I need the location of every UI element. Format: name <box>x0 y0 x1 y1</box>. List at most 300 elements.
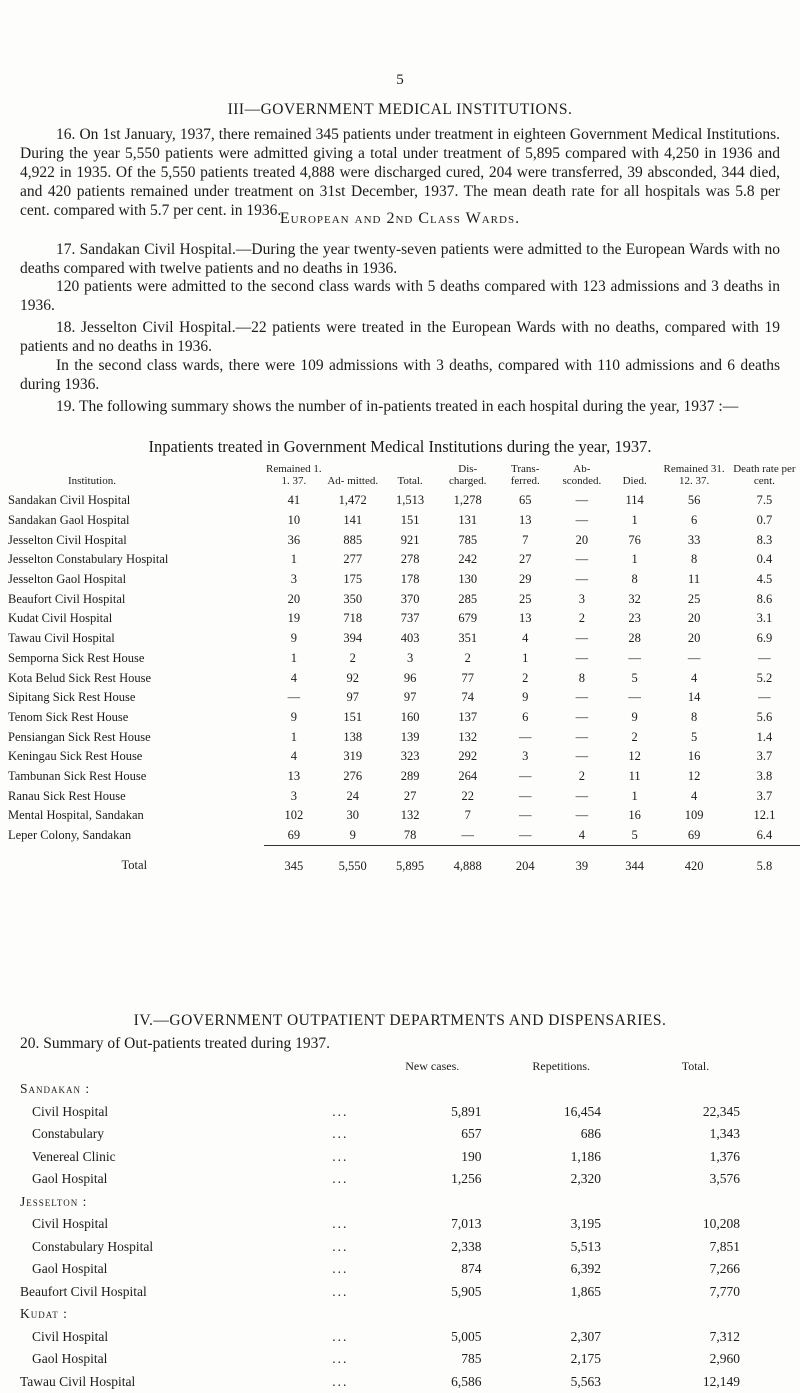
table-cell: — <box>554 688 610 708</box>
table-cell: 278 <box>381 550 438 570</box>
table-cell: 264 <box>439 767 497 787</box>
table-cell: 1,376 <box>631 1146 760 1169</box>
institution-name: Kota Belud Sick Rest House <box>8 668 264 688</box>
table-cell: 6,586 <box>373 1371 491 1393</box>
inpatient-table <box>8 463 800 876</box>
table-cell: 2 <box>610 727 659 747</box>
table-cell: 242 <box>439 550 497 570</box>
inpatient-row <box>8 826 800 846</box>
outpatient-row <box>20 1348 760 1371</box>
table-cell: 1,186 <box>491 1146 631 1169</box>
inpatient-row <box>8 806 800 826</box>
table-cell: — <box>554 550 610 570</box>
outpatient-institution: Civil Hospital <box>20 1213 308 1236</box>
outpatient-institution: Gaol Hospital <box>20 1168 308 1191</box>
table-cell: — <box>659 649 728 669</box>
table-cell: 11 <box>610 767 659 787</box>
leader-dots: ... <box>308 1101 374 1124</box>
table-cell: 33 <box>659 530 728 550</box>
total-cell: 4,888 <box>439 846 497 876</box>
table-cell: 323 <box>381 747 438 767</box>
table-cell: 2 <box>554 767 610 787</box>
outpatient-institution: Gaol Hospital <box>20 1258 308 1281</box>
table-cell: 138 <box>324 727 381 747</box>
table-cell: 24 <box>324 786 381 806</box>
table-cell: 76 <box>610 530 659 550</box>
table-cell: 96 <box>381 668 438 688</box>
outpatient-table-header <box>20 1058 760 1078</box>
inpatient-row <box>8 708 800 728</box>
table-cell: 4.5 <box>729 570 800 590</box>
outpatient-institution: Gaol Hospital <box>20 1348 308 1371</box>
institution-name: Leper Colony, Sandakan <box>8 826 264 846</box>
table-cell: — <box>554 747 610 767</box>
leader-dots: ... <box>308 1281 374 1304</box>
table-cell: 1 <box>264 550 324 570</box>
leader-dots: ... <box>308 1371 374 1393</box>
column-header: Repetitions. <box>491 1058 631 1078</box>
table-cell: 10 <box>264 511 324 531</box>
total-cell: 5,550 <box>324 846 381 876</box>
institution-name: Tawau Civil Hospital <box>8 629 264 649</box>
table-cell: 92 <box>324 668 381 688</box>
table-cell: 97 <box>381 688 438 708</box>
table-cell: 3 <box>381 649 438 669</box>
table-cell: 718 <box>324 609 381 629</box>
column-header: Died. <box>610 463 659 491</box>
outpatient-table <box>20 1058 760 1393</box>
table-cell: 132 <box>439 727 497 747</box>
table-cell: 10,208 <box>631 1213 760 1236</box>
table-cell: 130 <box>439 570 497 590</box>
table-cell: 8.6 <box>729 589 800 609</box>
paragraph-20: 20. Summary of Out-patients treated during 1937. <box>20 1034 780 1053</box>
table-cell: 28 <box>610 629 659 649</box>
table-cell: 9 <box>264 629 324 649</box>
group-name: Kudat : <box>20 1303 760 1326</box>
table-cell: 1,513 <box>381 491 438 511</box>
table-cell: 1 <box>497 649 554 669</box>
table-cell: — <box>610 649 659 669</box>
inpatient-row <box>8 786 800 806</box>
institution-name: Tambunan Sick Rest House <box>8 767 264 787</box>
inpatient-row <box>8 767 800 787</box>
table-cell: 3,195 <box>491 1213 631 1236</box>
table-cell: 276 <box>324 767 381 787</box>
table-cell: 2,320 <box>491 1168 631 1191</box>
table-cell: 20 <box>659 629 728 649</box>
outpatient-row <box>20 1236 760 1259</box>
inpatient-row <box>8 727 800 747</box>
table-cell: 0.7 <box>729 511 800 531</box>
subheading-european-wards: European and 2nd Class Wards. <box>40 210 760 228</box>
institution-name: Sandakan Gaol Hospital <box>8 511 264 531</box>
table-cell: — <box>610 688 659 708</box>
outpatient-institution: Civil Hospital <box>20 1101 308 1124</box>
table-cell: 657 <box>373 1123 491 1146</box>
total-cell: 204 <box>497 846 554 876</box>
table-cell: 1.4 <box>729 727 800 747</box>
table-cell: 2 <box>497 668 554 688</box>
table-cell: 65 <box>497 491 554 511</box>
table-cell: 3.1 <box>729 609 800 629</box>
inpatient-row <box>8 629 800 649</box>
table-cell: — <box>554 806 610 826</box>
outpatient-institution: Civil Hospital <box>20 1326 308 1349</box>
table-cell: — <box>554 708 610 728</box>
table-cell: 12 <box>659 767 728 787</box>
table-cell: 5.2 <box>729 668 800 688</box>
group-name: Jesselton : <box>20 1191 760 1214</box>
inpatient-row <box>8 649 800 669</box>
table-cell: — <box>264 688 324 708</box>
table-cell: 25 <box>497 589 554 609</box>
table-cell: — <box>554 491 610 511</box>
table-cell: — <box>554 511 610 531</box>
table-cell: 4 <box>264 668 324 688</box>
table-cell: 6.4 <box>729 826 800 846</box>
table-cell: 1 <box>610 786 659 806</box>
table-cell: — <box>497 727 554 747</box>
table-cell: 1,278 <box>439 491 497 511</box>
table-cell: 289 <box>381 767 438 787</box>
table-cell: 319 <box>324 747 381 767</box>
section-heading-government-medical-institutions: III—GOVERNMENT MEDICAL INSTITUTIONS. <box>40 101 760 119</box>
total-cell: 39 <box>554 846 610 876</box>
table-cell: 29 <box>497 570 554 590</box>
institution-name: Pensiangan Sick Rest House <box>8 727 264 747</box>
table-cell: 4 <box>659 786 728 806</box>
table-cell: 1 <box>610 511 659 531</box>
table-cell: 3.8 <box>729 767 800 787</box>
leader-dots: ... <box>308 1348 374 1371</box>
table-cell: 2 <box>554 609 610 629</box>
table-cell: 5 <box>659 727 728 747</box>
table-cell: 737 <box>381 609 438 629</box>
table-cell: 30 <box>324 806 381 826</box>
institution-name: Jesselton Constabulary Hospital <box>8 550 264 570</box>
table-cell: 9 <box>264 708 324 728</box>
inpatient-row <box>8 668 800 688</box>
table-cell: 3.7 <box>729 747 800 767</box>
inpatient-row <box>8 511 800 531</box>
leader-dots: ... <box>308 1146 374 1169</box>
group-name: Sandakan : <box>20 1078 760 1101</box>
inpatient-row <box>8 570 800 590</box>
table-cell: 6 <box>659 511 728 531</box>
column-header: Institution. <box>8 463 264 491</box>
outpatient-institution: Constabulary <box>20 1123 308 1146</box>
column-header: Ad- mitted. <box>324 463 381 491</box>
leader-dots: ... <box>308 1326 374 1349</box>
institution-name: Keningau Sick Rest House <box>8 747 264 767</box>
table-cell: 350 <box>324 589 381 609</box>
table-cell: 2,307 <box>491 1326 631 1349</box>
table-cell: 1,865 <box>491 1281 631 1304</box>
table-cell: — <box>497 786 554 806</box>
table-cell: 19 <box>264 609 324 629</box>
table-cell: 175 <box>324 570 381 590</box>
table-cell: 5 <box>610 826 659 846</box>
table-cell: 132 <box>381 806 438 826</box>
outpatient-row <box>20 1281 760 1304</box>
outpatient-row <box>20 1258 760 1281</box>
outpatient-row <box>20 1168 760 1191</box>
inpatient-row <box>8 747 800 767</box>
table-cell: 97 <box>324 688 381 708</box>
inpatient-table-title: Inpatients treated in Government Medical Institutions during the year, 1937. <box>20 437 780 457</box>
institution-name: Jesselton Civil Hospital <box>8 530 264 550</box>
table-cell: 394 <box>324 629 381 649</box>
table-cell: — <box>497 806 554 826</box>
table-cell: 56 <box>659 491 728 511</box>
institution-name: Tenom Sick Rest House <box>8 708 264 728</box>
table-cell: 1,472 <box>324 491 381 511</box>
table-cell: 3 <box>554 589 610 609</box>
table-cell: 13 <box>497 511 554 531</box>
paragraph-17b: 120 patients were admitted to the second class wards with 5 deaths compared with 123 admissions and 3 deaths in 1936. <box>20 277 780 315</box>
table-cell: 3 <box>264 786 324 806</box>
table-cell: 139 <box>381 727 438 747</box>
page-number: 5 <box>0 72 800 89</box>
paragraph-16: 16. On 1st January, 1937, there remained 345 patients under treatment in eighteen Government Medical Institutions. During the year 5,550 patients were admitted giving a total under treatment of 5,895 compared with 4,250 in 1936 and 4,922 in 1935. Of the 5,550 patients treated 4,888 were discharged cured, 204 were transferred, 39 absconded, 344 died, and 420 patients remained under treatment on 31st December, 1937. The mean death rate for all hospitals was 5.8 per cent. compared with 5.7 per cent. in 1936. <box>20 125 780 220</box>
table-cell: 2,338 <box>373 1236 491 1259</box>
table-cell: 9 <box>497 688 554 708</box>
outpatient-row <box>20 1326 760 1349</box>
table-cell: — <box>554 649 610 669</box>
table-cell: 5,563 <box>491 1371 631 1393</box>
institution-name: Sandakan Civil Hospital <box>8 491 264 511</box>
inpatient-row <box>8 688 800 708</box>
table-cell: 5 <box>610 668 659 688</box>
table-cell: — <box>554 786 610 806</box>
outpatient-group-heading <box>20 1191 760 1214</box>
inpatient-table-header <box>8 463 800 491</box>
table-cell: 13 <box>264 767 324 787</box>
table-cell: 1 <box>264 727 324 747</box>
table-cell: — <box>554 570 610 590</box>
column-header: Total. <box>381 463 438 491</box>
table-cell: 3,576 <box>631 1168 760 1191</box>
table-cell: 12 <box>610 747 659 767</box>
table-cell: 7 <box>497 530 554 550</box>
table-cell: 785 <box>373 1348 491 1371</box>
table-cell: 370 <box>381 589 438 609</box>
table-cell: 7 <box>439 806 497 826</box>
table-cell: 874 <box>373 1258 491 1281</box>
table-cell: 7,770 <box>631 1281 760 1304</box>
total-cell: 344 <box>610 846 659 876</box>
column-header: Dis- charged. <box>439 463 497 491</box>
table-cell: 8.3 <box>729 530 800 550</box>
table-cell: 151 <box>324 708 381 728</box>
column-header: Trans- ferred. <box>497 463 554 491</box>
table-cell: 74 <box>439 688 497 708</box>
table-cell: 2 <box>439 649 497 669</box>
column-header: Total. <box>631 1058 760 1078</box>
table-cell: 178 <box>381 570 438 590</box>
column-header: Remained 31. 12. 37. <box>659 463 728 491</box>
table-cell: 6 <box>497 708 554 728</box>
table-cell: 9 <box>610 708 659 728</box>
table-cell: 5,513 <box>491 1236 631 1259</box>
table-cell: 5,005 <box>373 1326 491 1349</box>
outpatient-row <box>20 1101 760 1124</box>
total-cell: 5,895 <box>381 846 438 876</box>
table-cell: 11 <box>659 570 728 590</box>
institution-name: Beaufort Civil Hospital <box>8 589 264 609</box>
table-cell: 25 <box>659 589 728 609</box>
table-cell: 0.4 <box>729 550 800 570</box>
table-cell: — <box>729 649 800 669</box>
table-cell: 27 <box>381 786 438 806</box>
table-cell: 885 <box>324 530 381 550</box>
table-cell: 1,343 <box>631 1123 760 1146</box>
table-cell: 109 <box>659 806 728 826</box>
column-header: Ab- sconded. <box>554 463 610 491</box>
table-cell: 1 <box>610 550 659 570</box>
leader-dots: ... <box>308 1258 374 1281</box>
table-cell: 131 <box>439 511 497 531</box>
inpatient-row <box>8 589 800 609</box>
table-cell: 5,891 <box>373 1101 491 1124</box>
table-cell: 921 <box>381 530 438 550</box>
table-cell: 20 <box>554 530 610 550</box>
table-cell: 785 <box>439 530 497 550</box>
table-cell: 2,175 <box>491 1348 631 1371</box>
table-cell: 3 <box>264 570 324 590</box>
table-cell: 4 <box>659 668 728 688</box>
leader-dots: ... <box>308 1123 374 1146</box>
table-cell: — <box>497 826 554 846</box>
table-cell: 16 <box>659 747 728 767</box>
table-cell: 277 <box>324 550 381 570</box>
column-header: Death rate per cent. <box>729 463 800 491</box>
table-cell: 1 <box>264 649 324 669</box>
column-header: Remained 1. 1. 37. <box>264 463 324 491</box>
paragraph-17a: 17. Sandakan Civil Hospital.—During the year twenty-seven patients were admitted to the European Wards with no deaths compared with twelve patients and no deaths in 1936. <box>20 240 780 278</box>
section-heading-outpatient-departments: IV.—GOVERNMENT OUTPATIENT DEPARTMENTS AND DISPENSARIES. <box>20 1012 780 1030</box>
outpatient-institution: Constabulary Hospital <box>20 1236 308 1259</box>
table-cell: 78 <box>381 826 438 846</box>
institution-name: Semporna Sick Rest House <box>8 649 264 669</box>
table-cell: 3 <box>497 747 554 767</box>
table-cell: 5.6 <box>729 708 800 728</box>
table-cell: 190 <box>373 1146 491 1169</box>
leader-dots: ... <box>308 1213 374 1236</box>
table-cell: 6.9 <box>729 629 800 649</box>
table-cell: 8 <box>610 570 659 590</box>
table-cell: 22,345 <box>631 1101 760 1124</box>
table-cell: 16,454 <box>491 1101 631 1124</box>
outpatient-institution: Tawau Civil Hospital <box>20 1371 308 1393</box>
table-cell: — <box>439 826 497 846</box>
table-cell: 2,960 <box>631 1348 760 1371</box>
table-cell: 36 <box>264 530 324 550</box>
table-cell: 4 <box>264 747 324 767</box>
institution-name: Sipitang Sick Rest House <box>8 688 264 708</box>
table-cell: 102 <box>264 806 324 826</box>
total-cell: 5.8 <box>729 846 800 876</box>
table-cell: 7,266 <box>631 1258 760 1281</box>
table-cell: 20 <box>264 589 324 609</box>
table-cell: 292 <box>439 747 497 767</box>
table-cell: 4 <box>554 826 610 846</box>
outpatient-group-heading <box>20 1078 760 1101</box>
outpatient-row <box>20 1213 760 1236</box>
table-cell: 12,149 <box>631 1371 760 1393</box>
inpatient-total-row <box>8 846 800 876</box>
leader-dots: ... <box>308 1236 374 1259</box>
table-cell: 5,905 <box>373 1281 491 1304</box>
table-cell: 8 <box>659 550 728 570</box>
inpatient-row <box>8 530 800 550</box>
table-cell: 13 <box>497 609 554 629</box>
inpatient-row <box>8 550 800 570</box>
table-cell: — <box>497 767 554 787</box>
outpatient-row <box>20 1371 760 1393</box>
institution-name: Ranau Sick Rest House <box>8 786 264 806</box>
total-cell: 345 <box>264 846 324 876</box>
table-cell: 7,013 <box>373 1213 491 1236</box>
table-cell: 7,851 <box>631 1236 760 1259</box>
table-cell: 41 <box>264 491 324 511</box>
table-cell: 4 <box>497 629 554 649</box>
table-cell: 3.7 <box>729 786 800 806</box>
paragraph-18a: 18. Jesselton Civil Hospital.—22 patients were treated in the European Wards with no deaths, compared with 19 patients and no deaths in 1936. <box>20 318 780 356</box>
outpatient-row <box>20 1146 760 1169</box>
table-cell: 7,312 <box>631 1326 760 1349</box>
table-cell: 12.1 <box>729 806 800 826</box>
table-cell: 141 <box>324 511 381 531</box>
table-cell: 8 <box>554 668 610 688</box>
table-cell: 9 <box>324 826 381 846</box>
table-cell: 351 <box>439 629 497 649</box>
table-cell: 69 <box>264 826 324 846</box>
inpatient-row <box>8 491 800 511</box>
table-cell: 1,256 <box>373 1168 491 1191</box>
column-header: New cases. <box>373 1058 491 1078</box>
table-cell: 69 <box>659 826 728 846</box>
table-cell: 16 <box>610 806 659 826</box>
table-cell: 14 <box>659 688 728 708</box>
leader-dots: ... <box>308 1168 374 1191</box>
table-cell: 7.5 <box>729 491 800 511</box>
institution-name: Kudat Civil Hospital <box>8 609 264 629</box>
outpatient-institution: Venereal Clinic <box>20 1146 308 1169</box>
table-cell: 6,392 <box>491 1258 631 1281</box>
table-cell: — <box>729 688 800 708</box>
table-cell: 22 <box>439 786 497 806</box>
table-cell: 285 <box>439 589 497 609</box>
inpatient-row <box>8 609 800 629</box>
table-cell: 77 <box>439 668 497 688</box>
total-label: Total <box>8 846 264 876</box>
outpatient-row <box>20 1123 760 1146</box>
paragraph-18b: In the second class wards, there were 109 admissions with 3 deaths, compared with 110 admissions and 6 deaths during 1936. <box>20 356 780 394</box>
table-cell: 23 <box>610 609 659 629</box>
table-cell: 20 <box>659 609 728 629</box>
table-cell: 2 <box>324 649 381 669</box>
table-cell: 32 <box>610 589 659 609</box>
table-cell: 686 <box>491 1123 631 1146</box>
institution-name: Jesselton Gaol Hospital <box>8 570 264 590</box>
total-cell: 420 <box>659 846 728 876</box>
table-cell: 679 <box>439 609 497 629</box>
table-cell: 114 <box>610 491 659 511</box>
table-cell: 403 <box>381 629 438 649</box>
table-cell: — <box>554 629 610 649</box>
